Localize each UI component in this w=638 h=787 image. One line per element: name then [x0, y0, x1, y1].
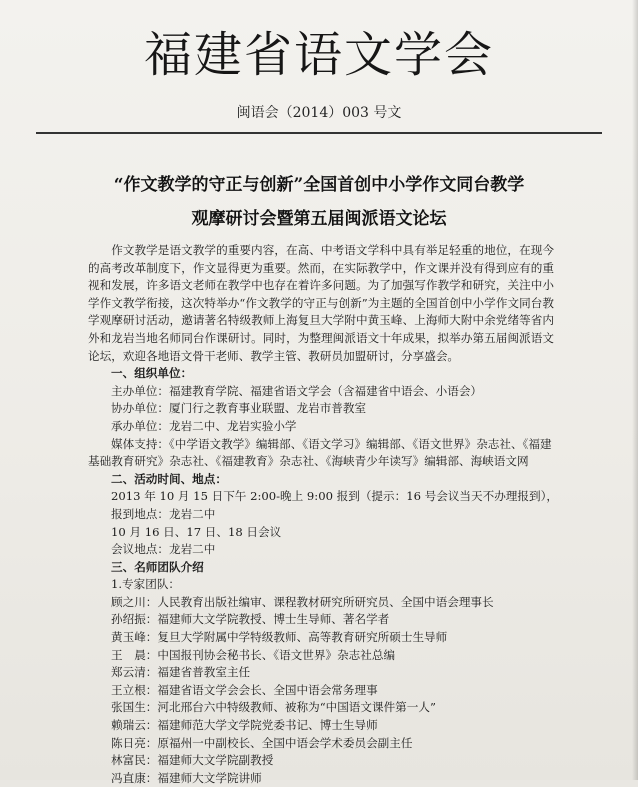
- co-host-units: 协办单位：厦门行之教育事业联盟、龙岩市普教室: [111, 401, 367, 416]
- section-3-heading: 三、名师团队介绍: [111, 559, 204, 574]
- document-title: [40, 168, 598, 236]
- expert-list: [88, 594, 554, 787]
- expert-item: 顾之川：人民教育出版社编审、课程教材研究所研究员、全国中语会理事长: [111, 594, 494, 609]
- expert-item: 张国生：河北邢台六中特级教师、被称为“中国语文课件第一人”: [111, 700, 436, 715]
- section-1-heading: 一、组织单位：: [111, 366, 193, 381]
- expert-item: 王 晨：中国报刊协会秘书长、《语文世界》杂志社总编: [111, 647, 396, 662]
- media-support-line-2: 基础教育研究》杂志社、《福建教育》杂志社、《海峡青少年读写》编辑部、海峡语文网: [88, 454, 529, 469]
- expert-item: 赖瑞云：福建师范大学文学院党委书记、博士生导师: [111, 718, 378, 733]
- expert-item: 林富民：福建师大文学院副教授: [111, 753, 274, 768]
- registration-place: 报到地点：龙岩二中: [111, 506, 216, 521]
- expert-item: 黄玉峰：复旦大学附属中学特级教师、高等教育研究所硕士生导师: [111, 630, 448, 645]
- meeting-place: 会议地点：龙岩二中: [111, 542, 216, 557]
- registration-time: 2013 年 10 月 15 日下午 2:00-晚上 9:00 报到（提示：16 号会议当天不办理报到），: [111, 489, 558, 504]
- header-divider: [36, 132, 602, 134]
- expert-team-subheading: 1.专家团队：: [111, 577, 181, 592]
- expert-item: 孙绍振：福建师大文学院教授、博士生导师、著名学者: [111, 612, 390, 627]
- meeting-time: 10 月 16 日、17 日、18 日会议: [111, 524, 282, 539]
- expert-item: 冯直康：福建师大文学院讲师: [111, 770, 262, 785]
- intro-paragraph: 作文教学是语文教学的重要内容，在高、中考语文学科中具有举足轻重的地位，在现今的高考改革制度下，作文显得更为重要。然而，在实际教学中，作文课并没有得到应有的重视和发展，许多语文老师在教学中也存在着许多问题。为了加强写作教学和研究，关注中小学作文教学衔接，这次特举办“作文教学的守正与创新”为主题的全国首创中小学作文同台教学观摩研讨活动，邀请著名特级教师上海复旦大学附中黄玉峰、上海师大附中余党绪等省内外和龙岩当地名师同台作课研讨。同时，为整理闽派语文十年成果，拟举办第五届闽派语文论坛，欢迎各地语文骨干老师、教学主管、教研员加盟研讨，分享盛会。: [88, 243, 554, 363]
- expert-item: 陈日亮：原福州一中副校长、全国中语会学术委员会副主任: [111, 735, 413, 750]
- expert-item: 郑云清：福建省普教室主任: [111, 665, 251, 680]
- document-body: [88, 242, 558, 787]
- organizer-units: 承办单位：龙岩二中、龙岩实验小学: [111, 418, 297, 433]
- organization-title: 福建省语文学会: [143, 27, 494, 83]
- title-line-2: 观摩研讨会暨第五届闽派语文论坛: [191, 209, 447, 229]
- host-units: 主办单位：福建教育学院、福建省语文学会（含福建省中语会、小语会）: [111, 383, 483, 398]
- document-number: 闽语会（2014）003 号文: [236, 105, 402, 121]
- media-support-line-1: 媒体支持：《中学语文教学》编辑部、《语文学习》编辑部、《语文世界》杂志社、《福建: [111, 436, 552, 451]
- title-line-1: “作文教学的守正与创新”全国首创中小学作文同台教学: [113, 175, 525, 195]
- section-2-heading: 二、活动时间、地点：: [111, 471, 227, 486]
- expert-item: 王立根：福建省语文学会会长、全国中语会常务理事: [111, 682, 378, 697]
